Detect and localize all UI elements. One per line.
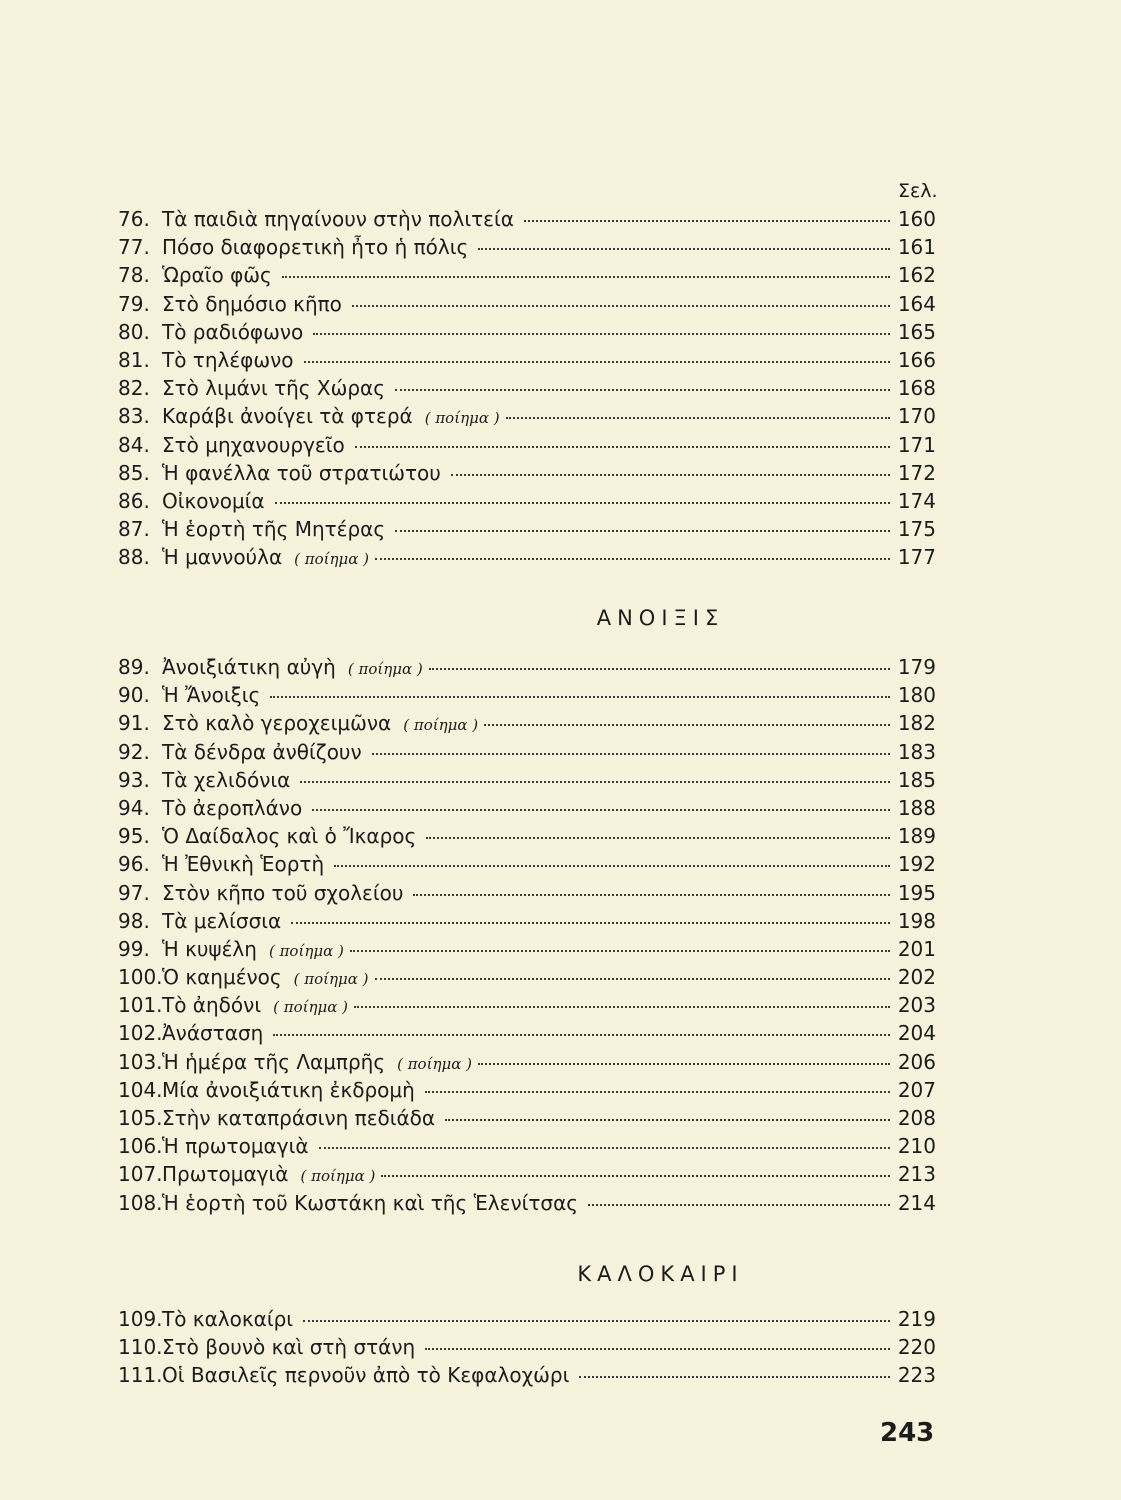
entry-title: Στὸν κῆπο τοῦ σχολείου — [162, 880, 404, 905]
page-number: 243 — [880, 1418, 935, 1448]
toc-entry — [118, 515, 936, 543]
toc-entry — [118, 1132, 936, 1160]
entry-page: 206 — [897, 1049, 936, 1074]
entry-page: 223 — [897, 1363, 936, 1388]
dot-leader — [425, 1091, 890, 1093]
entry-number: 106. — [118, 1134, 163, 1159]
dot-leader — [506, 417, 890, 419]
entry-title: Στὴν καταπράσινη πεδιάδα — [162, 1106, 436, 1130]
entry-page: 204 — [897, 1021, 936, 1046]
entry-title: Ἡ μαννούλα — [162, 545, 283, 570]
entry-number: 85. — [118, 460, 150, 485]
toc-entry — [118, 850, 936, 878]
entry-page: 160 — [897, 207, 936, 231]
toc-section-1 — [118, 205, 936, 571]
toc-entry — [118, 543, 936, 571]
entry-title: Ἀνάσταση — [162, 1021, 264, 1046]
entry-page: 175 — [897, 517, 936, 542]
toc-entry — [118, 766, 936, 794]
dot-leader — [524, 220, 890, 222]
entry-page: 166 — [897, 347, 936, 372]
toc-entry — [118, 1333, 936, 1361]
entry-note: ( ποίημα ) — [300, 1167, 376, 1186]
entry-note: ( ποίημα ) — [347, 660, 423, 678]
dot-leader — [313, 333, 890, 335]
entry-title: Ἀνοιξιάτικη αὐγὴ — [162, 655, 336, 679]
dot-leader — [445, 1119, 890, 1121]
toc-entry — [118, 487, 936, 515]
section-heading-anoixis: ΑΝΟΙΞΙΣ — [596, 606, 725, 630]
dot-leader — [579, 1376, 890, 1378]
entry-number: 103. — [118, 1049, 163, 1074]
entry-title: Στὸ καλὸ γεροχειμῶνα — [162, 711, 392, 736]
entry-title: Ὁ καημένος — [162, 965, 282, 990]
entry-number: 86. — [118, 488, 150, 513]
entry-page: 202 — [897, 965, 936, 990]
dot-leader — [375, 558, 890, 560]
dot-leader — [319, 1147, 890, 1149]
dot-leader — [300, 781, 890, 783]
entry-page: 161 — [897, 235, 936, 260]
entry-number: 98. — [118, 908, 150, 933]
dot-leader — [275, 502, 890, 504]
entry-page: 185 — [897, 767, 936, 792]
toc-entry — [118, 290, 936, 318]
entry-page: 207 — [897, 1077, 936, 1102]
entry-title: Στὸ βουνὸ καὶ στὴ στάνη — [162, 1335, 416, 1360]
toc-entry — [118, 205, 936, 233]
dot-leader — [355, 446, 890, 448]
entry-title: Τὸ ἀεροπλάνο — [162, 795, 303, 820]
entry-title: Τὸ ἀηδόνι — [162, 993, 262, 1018]
entry-number: 105. — [118, 1106, 163, 1130]
entry-title: Τὰ δένδρα ἀνθίζουν — [162, 739, 362, 764]
entry-number: 80. — [118, 319, 150, 344]
entry-title: Ἡ ἑορτὴ τῆς Μητέρας — [162, 517, 386, 542]
entry-number: 77. — [118, 235, 150, 260]
entry-title: Ἡ πρωτομαγιὰ — [162, 1134, 309, 1159]
entry-title: Ἡ ἑορτὴ τοῦ Κωστάκη καὶ τῆς Ἑλενίτσας — [162, 1190, 579, 1215]
dot-leader — [588, 1204, 890, 1206]
toc-entry — [118, 935, 936, 963]
entry-number: 92. — [118, 739, 150, 764]
toc-entry — [118, 1160, 936, 1188]
entry-number: 100. — [118, 965, 163, 990]
toc-entry — [118, 1048, 936, 1076]
toc-entry — [118, 879, 936, 907]
entry-number: 87. — [118, 517, 150, 542]
dot-leader — [478, 248, 890, 250]
dot-leader — [350, 950, 890, 952]
entry-title: Ἡ φανέλλα τοῦ στρατιώτου — [162, 460, 441, 485]
section-heading-kalokairi: ΚΑΛΟΚΑΙΡΙ — [577, 1262, 744, 1286]
page-column-header: Σελ. — [898, 180, 938, 202]
entry-title: Τὸ καλοκαίρι — [162, 1307, 294, 1331]
entry-number: 88. — [118, 545, 150, 570]
entry-page: 219 — [897, 1307, 936, 1331]
entry-page: 213 — [897, 1162, 936, 1187]
toc-entry — [118, 822, 936, 850]
entry-number: 109. — [118, 1307, 163, 1331]
toc-entry — [118, 794, 936, 822]
dot-leader — [352, 305, 890, 307]
toc-entry — [118, 1076, 936, 1104]
entry-page: 182 — [897, 711, 936, 736]
toc-entry — [118, 1305, 936, 1333]
toc-section-3 — [118, 1305, 936, 1390]
entry-page: 162 — [897, 263, 936, 288]
entry-title: Τὰ παιδιὰ πηγαίνουν στὴν πολιτεία — [162, 207, 514, 231]
dot-leader — [395, 389, 890, 391]
entry-title: Τὸ ραδιόφωνο — [162, 319, 304, 344]
toc-entry — [118, 459, 936, 487]
entry-title: Ἡ Ἐθνικὴ Ἑορτὴ — [162, 852, 325, 877]
entry-number: 94. — [118, 795, 150, 820]
dot-leader — [273, 1034, 890, 1036]
toc-entry — [118, 991, 936, 1019]
entry-note: ( ποίημα ) — [293, 970, 369, 989]
entry-page: 189 — [897, 824, 936, 849]
toc-entry — [118, 1361, 936, 1389]
entry-number: 78. — [118, 263, 150, 288]
entry-page: 203 — [897, 993, 936, 1018]
toc-section-2 — [118, 653, 936, 1217]
dot-leader — [282, 276, 890, 278]
entry-number: 79. — [118, 291, 150, 316]
toc-entry — [118, 374, 936, 402]
entry-page: 177 — [897, 545, 936, 570]
entry-number: 108. — [118, 1190, 163, 1215]
entry-title: Οἱ Βασιλεῖς περνοῦν ἀπὸ τὸ Κεφαλοχώρι — [162, 1363, 570, 1388]
entry-number: 93. — [118, 767, 150, 792]
toc-entry — [118, 233, 936, 261]
entry-title: Πόσο διαφορετικὴ ἦτο ἡ πόλις — [162, 235, 469, 260]
entry-number: 76. — [118, 207, 150, 231]
entry-note: ( ποίημα ) — [397, 1054, 472, 1073]
entry-number: 111. — [118, 1363, 163, 1388]
entry-number: 81. — [118, 347, 150, 372]
entry-title: Ἡ κυψέλη — [162, 936, 257, 961]
entry-page: 171 — [897, 432, 936, 457]
toc-entry — [118, 653, 936, 681]
entry-page: 172 — [897, 460, 936, 485]
dot-leader — [354, 1006, 890, 1008]
entry-number: 82. — [118, 376, 150, 401]
entry-number: 89. — [118, 655, 150, 679]
entry-note: ( ποίημα ) — [403, 716, 479, 735]
entry-page: 220 — [897, 1335, 936, 1360]
toc-entry — [118, 402, 936, 430]
toc-entry — [118, 1019, 936, 1047]
entry-title: Πρωτομαγιὰ — [162, 1162, 289, 1187]
entry-title: Ὡραῖο φῶς — [162, 263, 272, 288]
entry-page: 198 — [897, 908, 936, 933]
dot-leader — [312, 809, 890, 811]
entry-title: Τὰ μελίσσια — [162, 908, 282, 933]
entry-title: Οἰκονομία — [162, 488, 265, 513]
toc-entry — [118, 681, 936, 709]
dot-leader — [429, 668, 890, 670]
entry-page: 179 — [897, 655, 936, 679]
entry-title: Ὁ Δαίδαλος καὶ ὁ Ἴκαρος — [162, 824, 417, 849]
entry-page: 165 — [897, 319, 936, 344]
entry-page: 210 — [897, 1134, 936, 1159]
entry-page: 208 — [897, 1106, 936, 1130]
entry-page: 214 — [897, 1190, 936, 1215]
entry-note: ( ποίημα ) — [273, 998, 348, 1017]
toc-entry — [118, 1104, 936, 1132]
dot-leader — [375, 978, 890, 980]
toc-entry — [118, 963, 936, 991]
dot-leader — [484, 724, 890, 726]
toc-entry — [118, 709, 936, 737]
entry-note: ( ποίημα ) — [294, 550, 370, 569]
toc-entry — [118, 261, 936, 289]
entry-number: 91. — [118, 711, 150, 736]
entry-page: 168 — [897, 376, 936, 401]
entry-title: Ἡ Ἄνοιξις — [162, 683, 261, 708]
entry-page: 195 — [897, 880, 936, 905]
entry-title: Στὸ λιμάνι τῆς Χώρας — [162, 376, 385, 401]
entry-number: 84. — [118, 432, 150, 457]
entry-number: 95. — [118, 824, 150, 849]
entry-page: 170 — [897, 404, 936, 429]
entry-title: Μία ἀνοιξιάτικη ἐκδρομὴ — [162, 1077, 415, 1102]
entry-title: Τὰ χελιδόνια — [162, 767, 291, 792]
entry-number: 83. — [118, 404, 150, 429]
dot-leader — [413, 894, 890, 896]
dot-leader — [334, 865, 890, 867]
entry-number: 90. — [118, 683, 150, 708]
entry-title: Στὸ δημόσιο κῆπο — [162, 291, 342, 316]
dot-leader — [451, 474, 890, 476]
entry-note: ( ποίημα ) — [268, 941, 344, 960]
entry-title: Ἡ ἡμέρα τῆς Λαμπρῆς — [162, 1049, 386, 1074]
dot-leader — [395, 530, 890, 532]
entry-note: ( ποίημα ) — [424, 409, 500, 428]
entry-page: 174 — [897, 488, 936, 513]
dot-leader — [426, 837, 890, 839]
entry-number: 97. — [118, 880, 150, 905]
entry-number: 96. — [118, 852, 150, 877]
toc-entry — [118, 318, 936, 346]
entry-number: 107. — [118, 1162, 163, 1187]
entry-number: 101. — [118, 993, 163, 1018]
entry-title: Στὸ μηχανουργεῖο — [162, 432, 345, 457]
entry-page: 183 — [897, 739, 936, 764]
dot-leader — [372, 753, 890, 755]
entry-number: 110. — [118, 1335, 163, 1360]
dot-leader — [381, 1175, 890, 1177]
dot-leader — [270, 696, 890, 698]
toc-entry — [118, 431, 936, 459]
entry-page: 180 — [897, 683, 936, 708]
entry-title: Καράβι ἀνοίγει τὰ φτερά — [162, 404, 413, 429]
entry-page: 164 — [897, 291, 936, 316]
toc-entry — [118, 1189, 936, 1217]
entry-page: 201 — [897, 936, 936, 961]
entry-number: 102. — [118, 1021, 163, 1046]
toc-entry — [118, 346, 936, 374]
entry-number: 104. — [118, 1077, 163, 1102]
toc-entry — [118, 907, 936, 935]
dot-leader — [303, 1320, 890, 1322]
entry-number: 99. — [118, 936, 150, 961]
toc-entry — [118, 738, 936, 766]
dot-leader — [304, 361, 890, 363]
dot-leader — [425, 1348, 890, 1350]
entry-page: 192 — [897, 852, 936, 877]
entry-page: 188 — [897, 795, 936, 820]
dot-leader — [478, 1063, 890, 1065]
entry-title: Τὸ τηλέφωνο — [162, 347, 294, 372]
dot-leader — [291, 922, 890, 924]
